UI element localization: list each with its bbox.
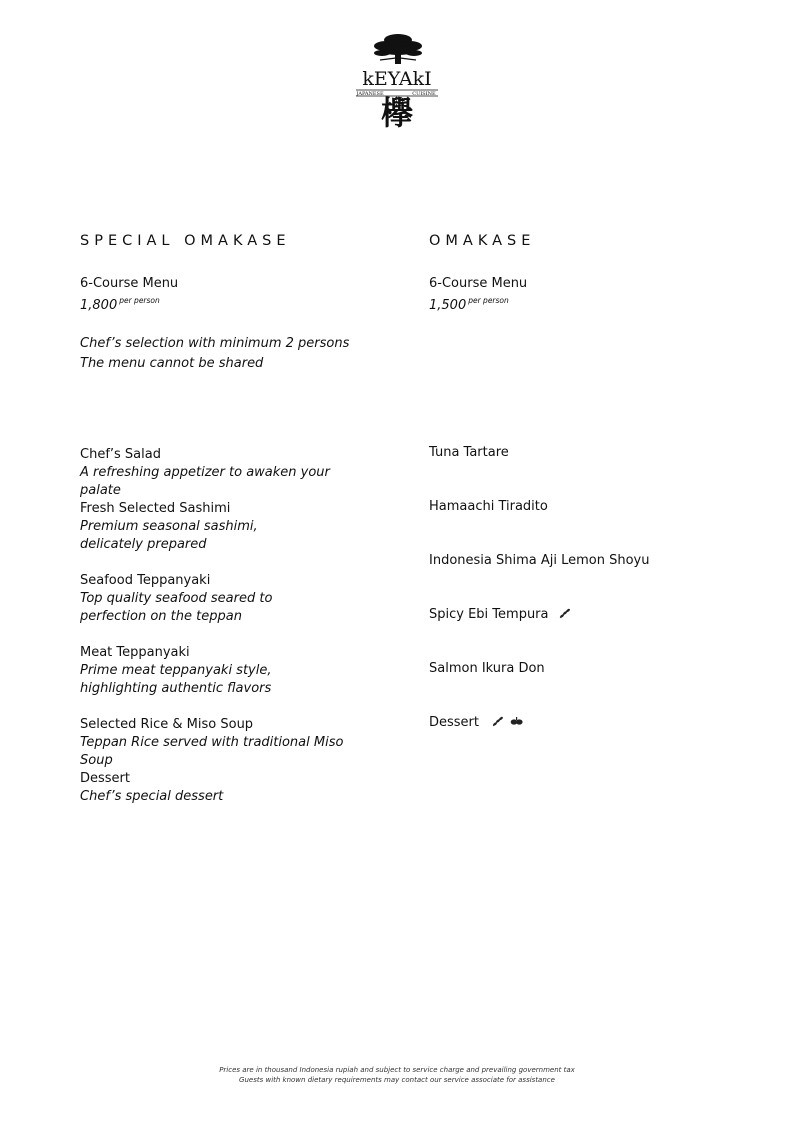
omakase-course: 6-Course Menu bbox=[429, 276, 528, 291]
logo-kanji: 欅 bbox=[380, 94, 414, 130]
special-omakase-price bbox=[80, 296, 160, 313]
menu-item-label: Spicy Ebi Tempura bbox=[429, 607, 549, 622]
wheat-icon bbox=[492, 716, 504, 727]
menu-item bbox=[80, 500, 310, 554]
menu-item-name: Fresh Selected Sashimi bbox=[80, 501, 231, 516]
menu-item-name: Tuna Tartare bbox=[429, 445, 509, 460]
price-value: 1,800 bbox=[80, 298, 118, 313]
footer-pricing-note: Prices are in thousand Indonesia rupiah and subject to service charge and prevailing government tax bbox=[219, 1066, 575, 1074]
nut-icon bbox=[510, 716, 523, 727]
price-unit: per person bbox=[468, 296, 509, 305]
menu-item bbox=[80, 644, 335, 698]
menu-item-label: Dessert bbox=[429, 715, 479, 730]
menu-item-description: A refreshing appetizer to awaken your palate bbox=[80, 465, 330, 498]
logo-graphic bbox=[352, 30, 442, 130]
special-omakase-heading: SPECIAL OMAKASE bbox=[80, 233, 291, 249]
menu-item bbox=[429, 444, 719, 462]
menu-item-name: Selected Rice & Miso Soup bbox=[80, 717, 254, 732]
menu-item bbox=[80, 446, 370, 500]
menu-item bbox=[80, 572, 342, 626]
special-omakase-course: 6-Course Menu bbox=[80, 276, 179, 291]
menu-item-description: Prime meat teppanyaki style, highlighting authentic flavors bbox=[80, 663, 272, 696]
price-value: 1,500 bbox=[429, 298, 467, 313]
menu-item-name: Hamaachi Tiradito bbox=[429, 499, 548, 514]
menu-item-name: Seafood Teppanyaki bbox=[80, 573, 211, 588]
menu-item-name: Salmon Ikura Don bbox=[429, 661, 545, 676]
omakase-heading: OMAKASE bbox=[429, 233, 536, 249]
menu-item bbox=[429, 552, 719, 570]
footer-disclaimer bbox=[0, 1065, 794, 1085]
menu-item bbox=[80, 770, 370, 806]
menu-item-name bbox=[429, 714, 719, 732]
no-sharing-note: The menu cannot be shared bbox=[80, 356, 264, 371]
logo-subtitle-right: CUISINE bbox=[412, 91, 436, 97]
menu-item bbox=[429, 606, 719, 624]
footer-dietary-note: Guests with known dietary requirements may contact our service associate for assistance bbox=[239, 1076, 555, 1084]
menu-item-description: Premium seasonal sashimi, delicately prepared bbox=[80, 519, 258, 552]
wheat-icon bbox=[559, 608, 571, 619]
menu-item bbox=[429, 498, 719, 516]
menu-item-name: Meat Teppanyaki bbox=[80, 645, 190, 660]
menu-item bbox=[429, 660, 719, 678]
menu-item-name: Dessert bbox=[80, 771, 130, 786]
menu-item-name: Chef’s Salad bbox=[80, 447, 161, 462]
logo-subtitle-left: JAPANESE bbox=[356, 91, 384, 97]
logo-wordmark: kEYAkI bbox=[362, 68, 432, 90]
menu-item-name: Indonesia Shima Aji Lemon Shoyu bbox=[429, 553, 650, 568]
keyaki-logo bbox=[352, 30, 442, 130]
price-unit: per person bbox=[119, 296, 160, 305]
omakase-price bbox=[429, 296, 509, 313]
menu-item-description: Teppan Rice served with traditional Miso Soup bbox=[80, 735, 344, 768]
menu-item bbox=[429, 714, 719, 732]
menu-item-description: Chef’s special dessert bbox=[80, 789, 224, 804]
minimum-persons-note: Chef’s selection with minimum 2 persons bbox=[80, 336, 350, 351]
menu-item-name bbox=[429, 606, 719, 624]
menu-item-description: Top quality seafood seared to perfection on the teppan bbox=[80, 591, 273, 624]
menu-item bbox=[80, 716, 380, 770]
